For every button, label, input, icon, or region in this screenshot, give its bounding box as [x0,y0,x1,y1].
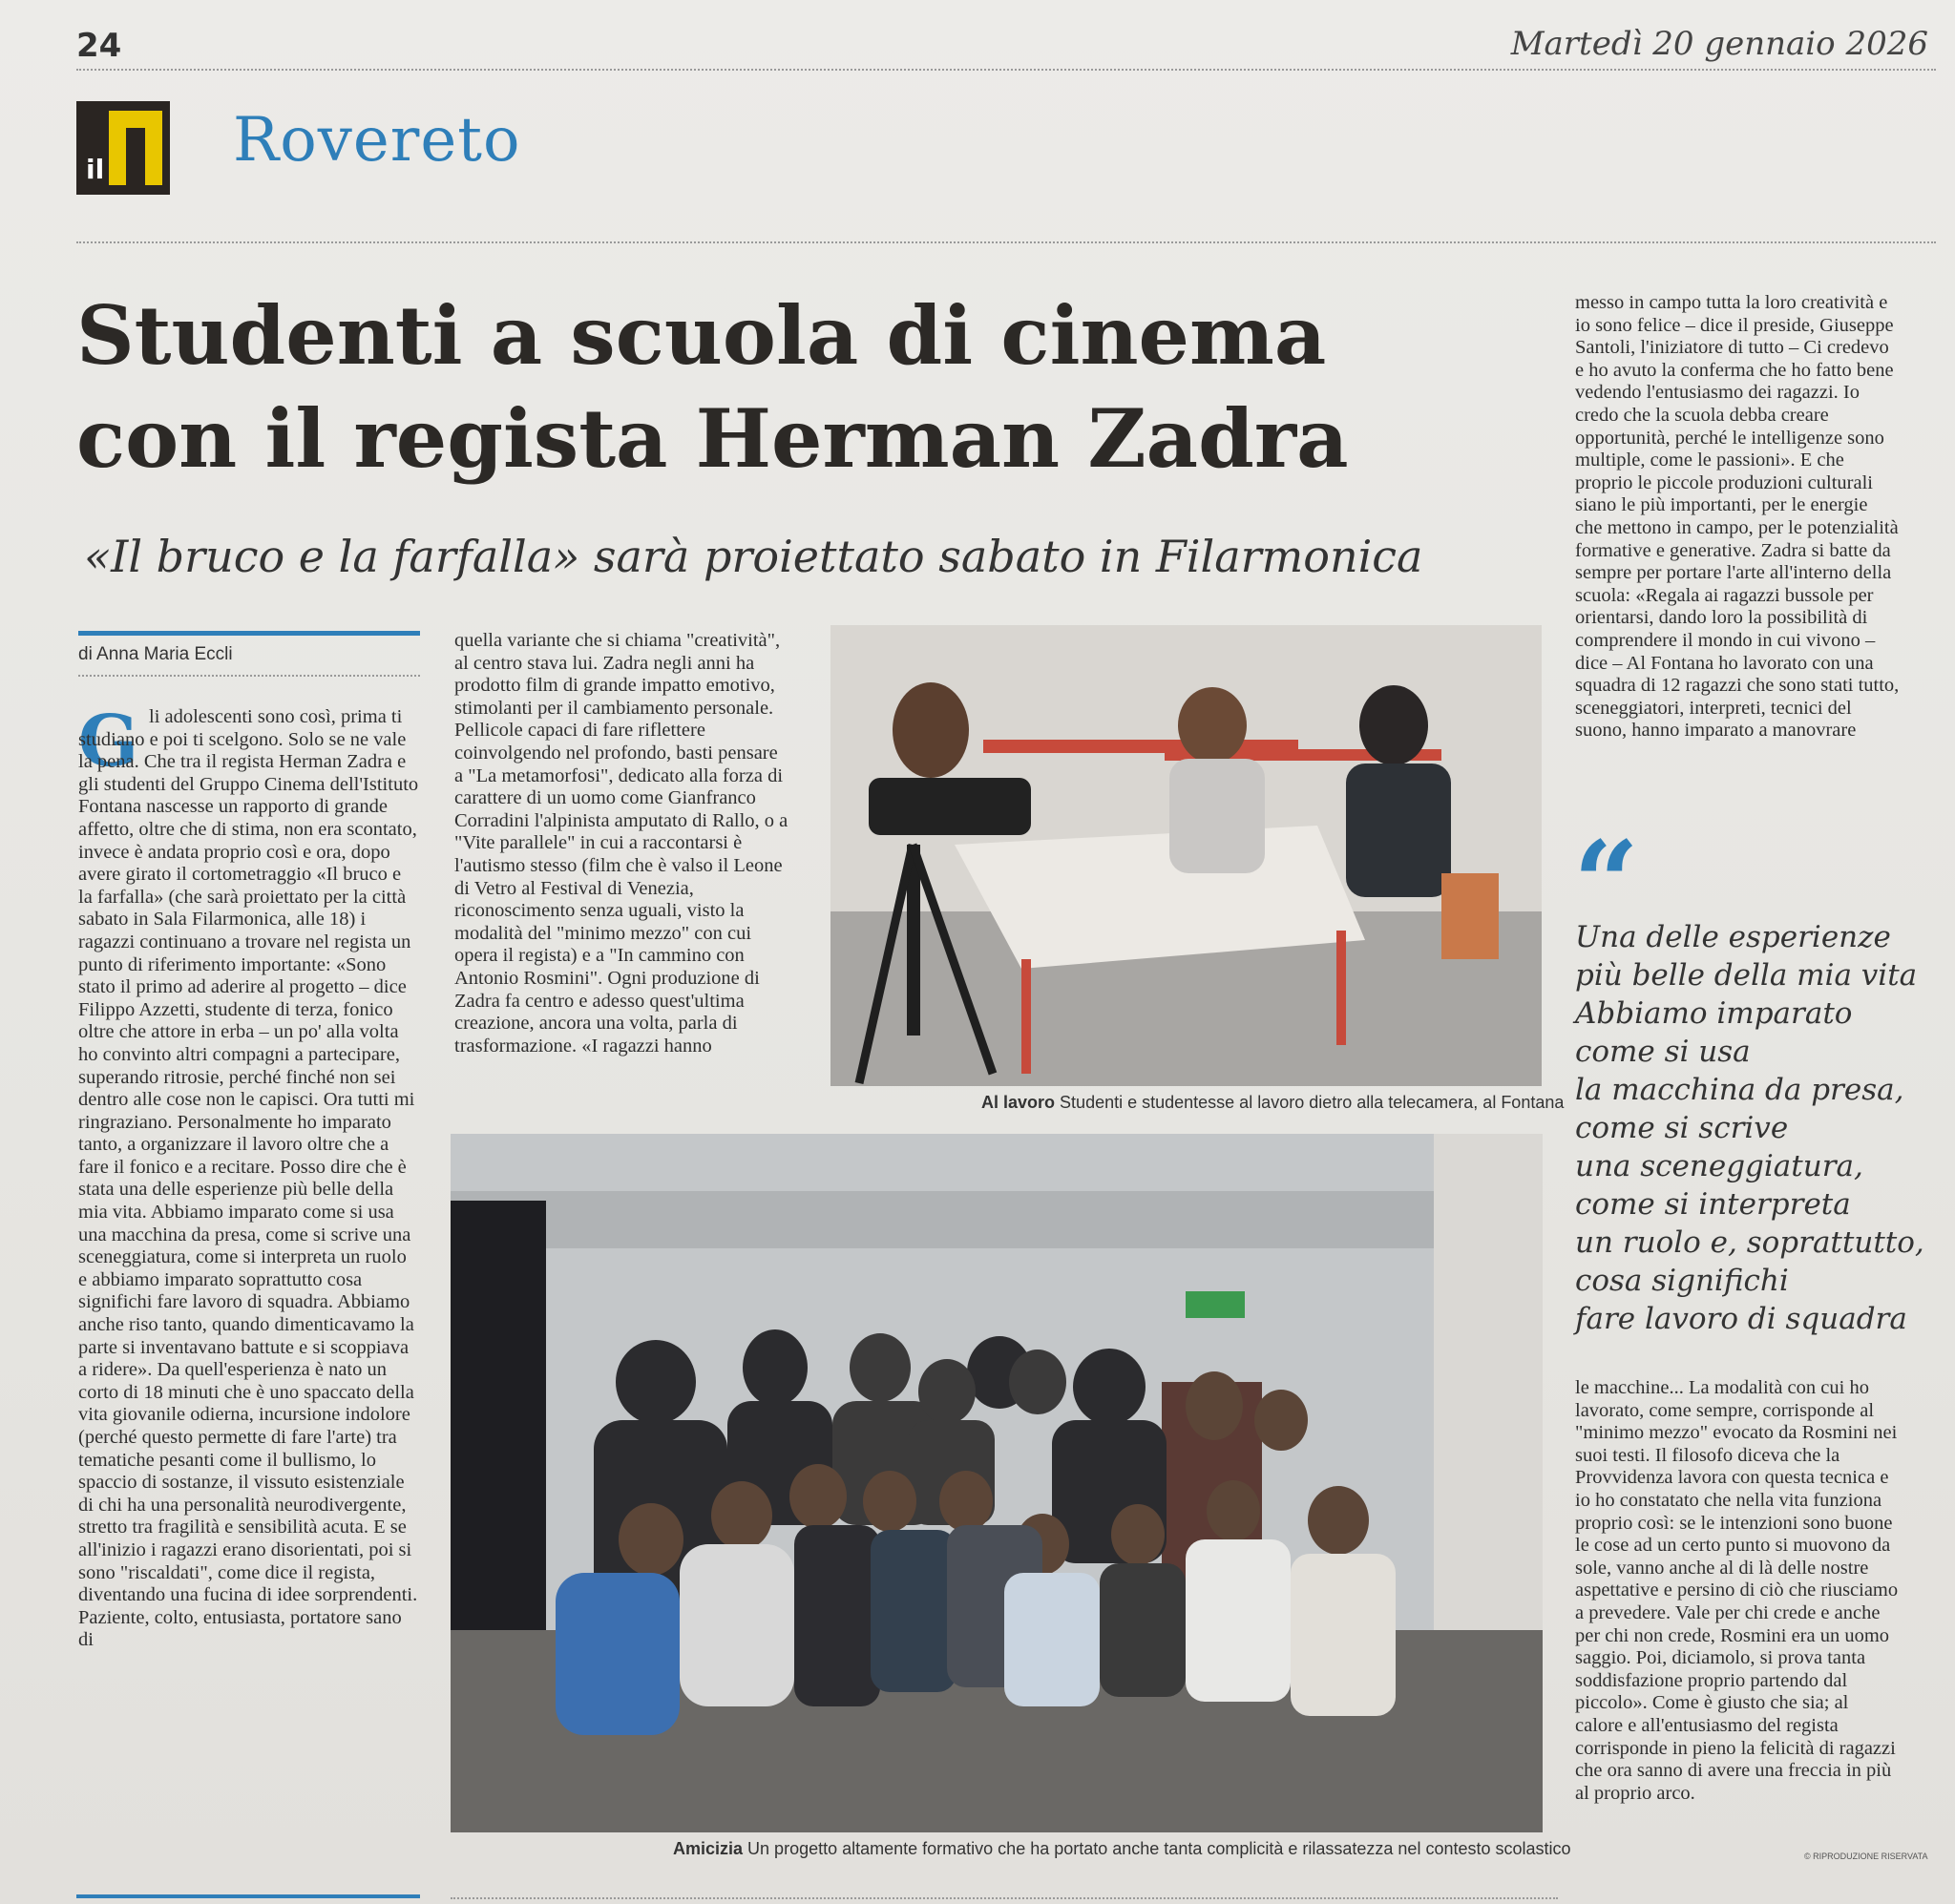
page-number: 24 [76,27,122,65]
copyright-notice: © RIPRODUZIONE RISERVATA [1804,1852,1928,1861]
footer-divider [451,1897,1558,1899]
article-column-3 [1575,292,1900,743]
headline-line-1: Studenti a scuola di cinema [76,288,1327,383]
article-column-1 [78,701,420,1652]
photo-group-students [451,1134,1543,1832]
column-3-text: messo in campo tutta la loro creatività e io sono felice – dice il preside, Giuseppe Santoli, l'iniziatore di tutto – Ci credevo e ho avuto la conferma che ho fatto bene vedendo l'entusiasmo dei ragazzi. Io credo che la scuola debba creare opportunità, perché le intelligenze sono multiple, come le passioni». E che proprio le piccole produzioni culturali siano le più importanti, per le energie che mettono in campo, per le potenzialità formative e generative. Zadra si batte da sempre per portare l'arte all'interno della scuola: «Regala ai ragazzi bussole per orientarsi, dando loro la possibilità di comprendere il mondo in cui vivono – dice – Al Fontana ho lavorato con una squadra di 12 ragazzi che sono stati tutto, sceneggiatori, interpreti, tecnici del suono, hanno imparato a manovrare [1575,292,1900,742]
column-1-text: li adolescenti sono così, prima ti studiano e poi ti scelgono. Solo se ne vale la pena. Che tra il regista Herman Zadra e gli studenti del Gruppo Cinema dell'Istituto Fontana nascesse un rapporto di grande affetto, oltre che di stima, non era scontato, invece è andata proprio così e ora, dopo avere girato il cortometraggio «Il bruco e la farfalla» (che sarà proiettato per la città sabato in Sala Filarmonica, alle 18) i ragazzi continuano a trovare nel regista un punto di riferimento importante: «Sono stato il primo ad aderire al progetto – dice Filippo Azzetti, studente di terza, fonico oltre che attore in erba – un po' alla volta ho convinto altri compagni a partecipare, superando ritrosie, perché finché non sei dentro alle cose non le capisci. Ora tutti mi ringraziano. Personalmente ho imparato tanto, a organizzare il lavoro oltre che a fare il fonico e a recitare. Posso dire che è stata una delle esperienze più belle della mia vita. Abbiamo imparato come si usa una macchina da presa, come si scrive una sceneggiatura, come si interpreta un ruolo e abbiamo imparato soprattutto cosa significhi fare lavoro di squadra. Abbiamo anche riso tanto, quando dimenticavamo la parte si inventavano battute e si scoppiava a ridere». Da quell'esperienza è nato un corto di 18 minuti che è uno spaccato della vita giovanile odierna, incursione indolore (perché questo permette di fare l'arte) tra tematiche pesanti come il bullismo, lo spaccio di sostanze, il vissuto esistenziale di chi ha una personalità neurodivergente, stretto tra fragilità e sensibilità acuta. E se all'inizio i ragazzi erano disorientati, poi si sono "riscaldati", come dice il regista, diventando una fucina di idee sorprendenti. Paziente, colto, entusiasta, portatore sano di [78,706,419,1651]
section-divider [76,241,1936,243]
photo-filming-classroom [830,625,1542,1086]
column-4-text: le macchine... La modalità con cui ho lavorato, come sempre, corrisponde al "minimo mezzo" evocato da Rosmini nei suoi testi. Il filosofo diceva che la Provvidenza lavora con questa tecnica e io ho constatato che nella vita funziona proprio così: se le intenzioni sono buone le cose ad un certo punto si muovono da sole, vanno anche al di là delle nostre aspettative e persino di ciò che riusciamo a prevedere. Vale per chi crede e anche per chi non crede, Rosmini era un uomo saggio. Poi, diciamolo, si prova tanta soddisfazione proprio partendo dal piccolo». Come è giusto che sia; al calore e all'entusiasmo del regista corrisponde in pieno la felicità di ragazzi che ora sanno di avere una freccia in più al proprio arco. [1575,1377,1899,1804]
pull-quote-line: cosa significhi [1575,1264,1789,1298]
logo-t-mark [109,111,162,185]
newspaper-logo [76,101,170,195]
headline [76,284,1546,491]
column-2-text: quella variante che si chiama "creatività", al centro stava lui. Zadra negli anni ha prodotto film di grande impatto emotivo, stimolanti per il cambiamento personale. Pellicole capaci di fare riflettere coinvolgendo nel profondo, basti pensare a "La metamorfosi", dedicato alla forza di carattere di un uomo come Gianfranco Corradini l'alpinista amputato di Rallo, o a "Vite parallele" in cui a raccontarsi è l'autismo stesso (film che è valso il Leone di Vetro al Festival di Venezia, riconoscimento senza uguali, visto la modalità del "minimo mezzo" con cui opera il regista) e a "In cammino con Antonio Rosmini". Ogni produzione di Zadra fa centro e adesso quest'ultima creazione, ancora una volta, parla di trasformazione. «I ragazzi hanno [454,630,788,1057]
section-title: Rovereto [233,105,521,176]
pull-quote-line: Abbiamo imparato [1575,996,1853,1031]
pull-quote [1575,918,1924,1338]
pull-quote-line: come si usa [1575,1035,1751,1069]
quote-mark-icon: “ [1573,816,1640,951]
pull-quote-line: una sceneggiatura, [1575,1149,1863,1183]
header-divider [76,69,1936,71]
pull-quote-line: la macchina da presa, [1575,1073,1904,1107]
article-column-2 [454,630,788,1057]
pull-quote-line: come si interpreta [1575,1187,1851,1222]
photo1-caption-text: Studenti e studentesse al lavoro dietro alla telecamera, al Fontana [1060,1093,1565,1112]
pull-quote-line: un ruolo e, soprattutto, [1575,1225,1924,1260]
photo2-caption-label: Amicizia [673,1839,744,1858]
pull-quote-line: fare lavoro di squadra [1575,1302,1907,1336]
headline-line-2: con il regista Herman Zadra [76,391,1349,486]
pull-quote-line: Una delle esperienze [1575,920,1891,954]
photo2-caption [673,1839,1571,1859]
subheadline: «Il bruco e la farfalla» sarà proiettato sabato in Filarmonica [84,531,1423,582]
footer-accent-bar [76,1894,420,1898]
photo1-caption-label: Al lavoro [981,1093,1056,1112]
byline-author: Anna Maria Eccli [96,644,233,664]
article-column-4 [1575,1377,1900,1805]
pull-quote-line: come si scrive [1575,1111,1789,1145]
byline [78,644,233,665]
drop-cap: G [78,701,139,783]
photo2-caption-text: Un progetto altamente formativo che ha portato anche tanta complicità e rilassatezza nel contesto scolastico [747,1839,1571,1858]
photo1-caption [981,1093,1564,1113]
issue-date: Martedì 20 gennaio 2026 [1510,25,1928,63]
byline-divider [78,675,420,677]
byline-prefix: di [78,644,93,664]
logo-il-mark: il [86,154,105,185]
pull-quote-line: più belle della mia vita [1575,958,1918,993]
byline-accent-bar [78,631,420,636]
